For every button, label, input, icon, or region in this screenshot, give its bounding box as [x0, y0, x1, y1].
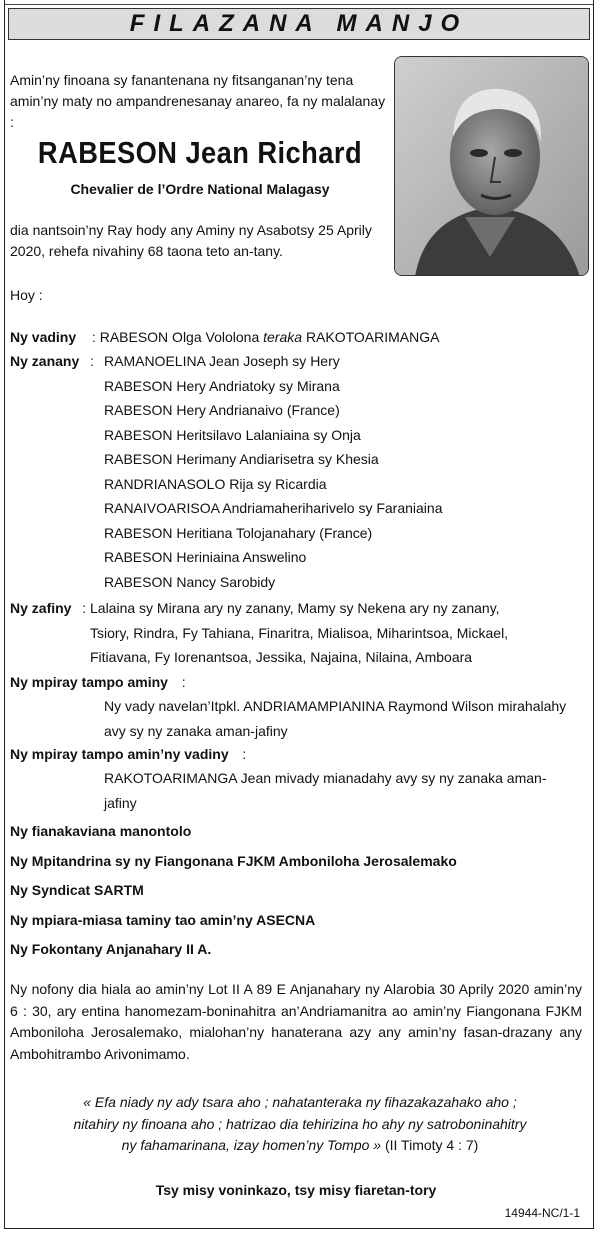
grandchildren-line: Lalaina sy Mirana ary ny zanany, Mamy sy Nekena ary ny zanany, [90, 600, 500, 616]
child-item: RANAIVOARISOA Andriamaheriharivelo sy Faraniaina [104, 500, 443, 516]
organization-item: Ny Mpitandrina sy ny Fiangonana FJKM Amboniloha Jerosalemako [10, 852, 457, 869]
spouse-label: Ny vadiny [10, 329, 77, 345]
child-item: RABESON Nancy Sarobidy [104, 573, 276, 590]
deceased-title: Chevalier de l’Ordre National Malagasy [70, 181, 330, 197]
portrait-drawing [395, 57, 589, 276]
child-item: RABESON Hery Andrianaivo (France) [104, 402, 340, 418]
spouse-maiden: RAKOTOARIMANGA [305, 329, 440, 345]
siblings-label-row [10, 670, 186, 695]
quote-reference: (II Timoty 4 : 7) [384, 1137, 479, 1153]
children-label: Ny zanany [10, 353, 80, 369]
child-item: RABESON Herimany Andiarisetra sy Khesia [104, 451, 379, 467]
siblings-text [104, 694, 586, 743]
child-item: RABESON Heritiana Tolojanahary (France) [104, 524, 373, 541]
organization-item: Ny Syndicat SARTM [10, 882, 144, 898]
spouse-siblings-line: jafiny [104, 794, 137, 811]
siblings-line: Ny vady navelan’Itpkl. ANDRIAMAMPIANINA Raymond Wilson mirahalahy [104, 698, 567, 714]
intro-text: Amin’ny finoana sy fanantenana ny fitsanganan’ny tena amin’ny maty no ampandrenesanay anareo, fa ny malalanay : [10, 72, 386, 130]
quote-line-1: « Efa niady ny ady tsara aho ; nahatanteraka ny fihazakazahako aho ; [83, 1094, 517, 1110]
notice-header: FILAZANA MANJO [8, 8, 590, 40]
bible-quote [20, 1092, 580, 1157]
grandchildren-label-row [10, 596, 86, 621]
hoy-label: Hoy : [10, 287, 43, 303]
grandchildren-line: Tsiory, Rindra, Fy Tahiana, Finaritra, Mialisoa, Miharintsoa, Mickael, [90, 624, 509, 641]
quote-line-3: ny fahamarinana, izay homen’ny Tompo » [121, 1137, 382, 1153]
death-notice: dia nantsoin’ny Ray hody any Aminy ny Asabotsy 25 Aprily 2020, rehefa nivahiny 68 taona teto an-tany. [10, 222, 372, 259]
organization-item: Ny fianakaviana manontolo [10, 823, 192, 839]
spouse-siblings-label-row [10, 742, 246, 767]
quote-line-2: nitahiry ny finoana aho ; hatrizao dia tehirizina ho ahy ny satroboninahitry [73, 1115, 527, 1132]
child-item: RABESON Hery Andriatoky sy Mirana [104, 377, 340, 394]
spouse-name: RABESON Olga Vololona [99, 329, 260, 345]
organization-item: Ny Fokontany Anjanahary II A. [10, 941, 212, 957]
children-list [104, 349, 442, 594]
grandchildren-line: Fitiavana, Fy Iorenantsoa, Jessika, Najaina, Nilaina, Amboara [90, 649, 473, 665]
grandchildren-separator: : [82, 600, 87, 616]
spouse-row [10, 325, 439, 350]
deceased-portrait [394, 56, 589, 276]
spouse-separator: : [91, 329, 96, 345]
child-item: RABESON Heriniaina Answelino [104, 549, 307, 565]
organizations-list [10, 823, 457, 971]
child-item: RABESON Heritsilavo Lalaniaina sy Onja [104, 426, 361, 443]
closing-note: Tsy misy voninkazo, tsy misy fiaretan-tory [155, 1182, 437, 1198]
reference-code: 14944-NC/1-1 [504, 1206, 580, 1220]
spouse-siblings-label: Ny mpiray tampo amin’ny vadiny [10, 746, 229, 762]
children-label-row [10, 349, 94, 374]
grandchildren-label: Ny zafiny [10, 600, 72, 616]
child-item: RAMANOELINA Jean Joseph sy Hery [104, 353, 340, 369]
spouse-teraka: teraka [263, 329, 303, 345]
spouse-siblings-separator: : [242, 746, 247, 762]
grandchildren-list [90, 596, 584, 670]
child-item: RANDRIANASOLO Rija sy Ricardia [104, 475, 327, 492]
children-separator: : [90, 353, 94, 369]
funeral-details: Ny nofony dia hiala ao amin’ny Lot II A 89 E Anjanahary ny Alarobia 30 Aprily 2020 amin’ny 6 : 30, ary entina hanomezam-boninahitra an’Andriamanitra ao amin’ny Fiangonana FJKM Amboniloha Jerosalemako, mialohan’ny hanaterana azy any amin’ny fasan-drazany any Ambohitrambo Arivonimamo. [10, 981, 582, 1062]
deceased-name: RABESON Jean Richard [37, 135, 363, 170]
siblings-separator: : [181, 674, 186, 690]
siblings-label: Ny mpiray tampo aminy [10, 674, 168, 690]
spouse-siblings-text [104, 766, 586, 815]
organization-item: Ny mpiara-miasa taminy tao amin’ny ASECNA [10, 911, 316, 928]
siblings-line: avy sy ny zanaka aman-jafiny [104, 722, 288, 739]
spouse-siblings-line: RAKOTOARIMANGA Jean mivady mianadahy avy sy ny zanaka aman- [104, 770, 547, 786]
